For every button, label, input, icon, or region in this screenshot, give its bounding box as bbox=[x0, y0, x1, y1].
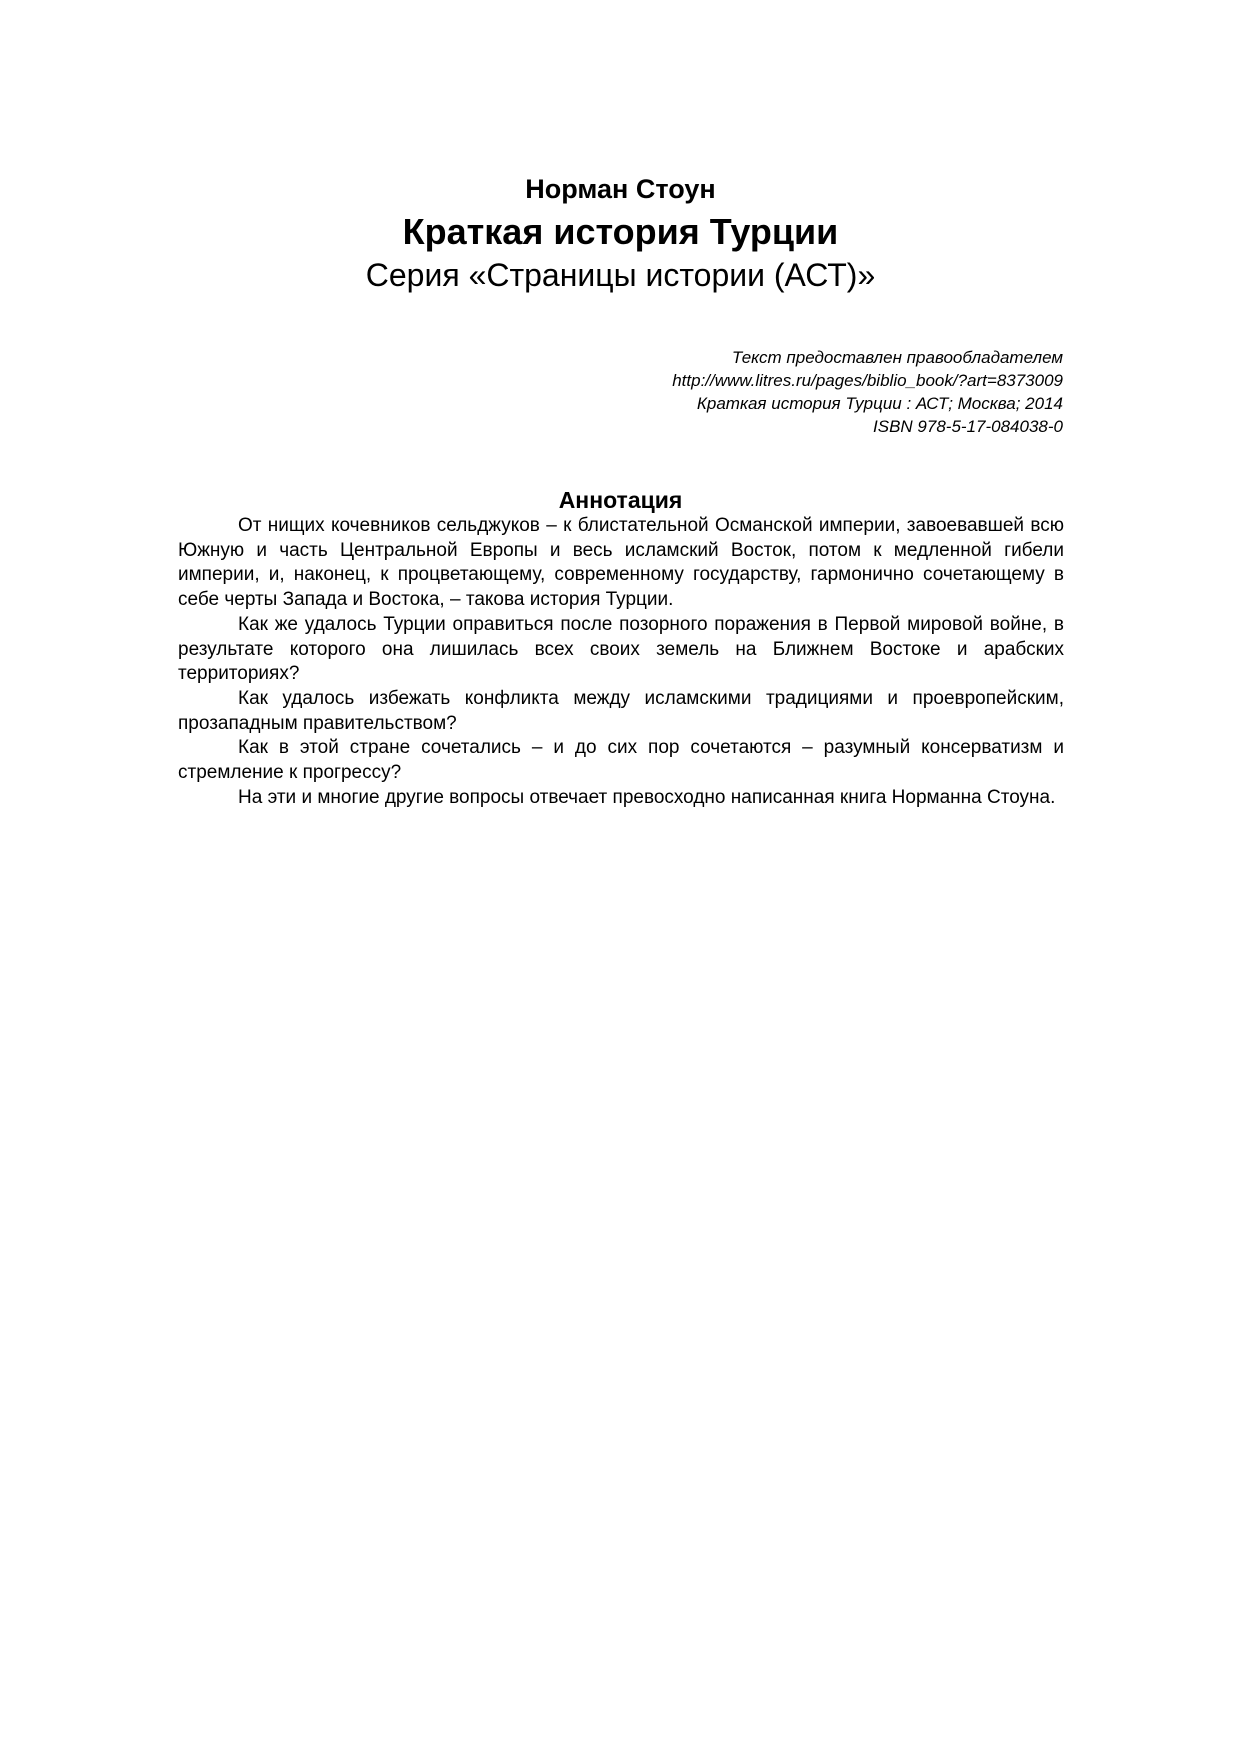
annotation-paragraph: Как удалось избежать конфликта между исламскими традициями и проевропейским, прозападным правительством? bbox=[178, 687, 1064, 734]
book-title: Краткая история Турции bbox=[402, 211, 839, 252]
annotation-paragraph: От нищих кочевников сельджуков – к блистательной Османской империи, завоевавшей всю Южную и часть Центральной Европы и весь исламский Восток, потом к медленной гибели империи, и, наконец, к процветающему, современному государству, гармонично сочетающему в себе черты Запада и Востока, – такова история Турции. bbox=[178, 515, 1064, 611]
annotation-paragraph: Как в этой стране сочетались – и до сих пор сочетаются – разумный консерватизм и стремление к прогрессу? bbox=[178, 737, 1064, 784]
rights-holder-note: Текст предоставлен правообладателем bbox=[731, 348, 1063, 367]
book-author: Норман Стоун bbox=[525, 174, 716, 204]
book-series: Серия «Страницы истории (АСТ)» bbox=[365, 257, 876, 293]
source-url: http://www.litres.ru/pages/biblio_book/?art=8373009 bbox=[672, 371, 1063, 390]
isbn: ISBN 978-5-17-084038-0 bbox=[873, 417, 1063, 436]
annotation-heading: Аннотация bbox=[558, 487, 683, 513]
publication-info bbox=[363, 346, 1063, 438]
annotation-paragraph: На эти и многие другие вопросы отвечает превосходно написанная книга Норманна Стоуна. bbox=[238, 786, 1056, 808]
annotation-body bbox=[178, 514, 1064, 810]
edition-info: Краткая история Турции : АСТ; Москва; 2014 bbox=[696, 394, 1063, 413]
annotation-paragraph: Как же удалось Турции оправиться после позорного поражения в Первой мировой войне, в результате которого она лишилась всех своих земель на Ближнем Востоке и арабских территориях? bbox=[178, 613, 1064, 685]
